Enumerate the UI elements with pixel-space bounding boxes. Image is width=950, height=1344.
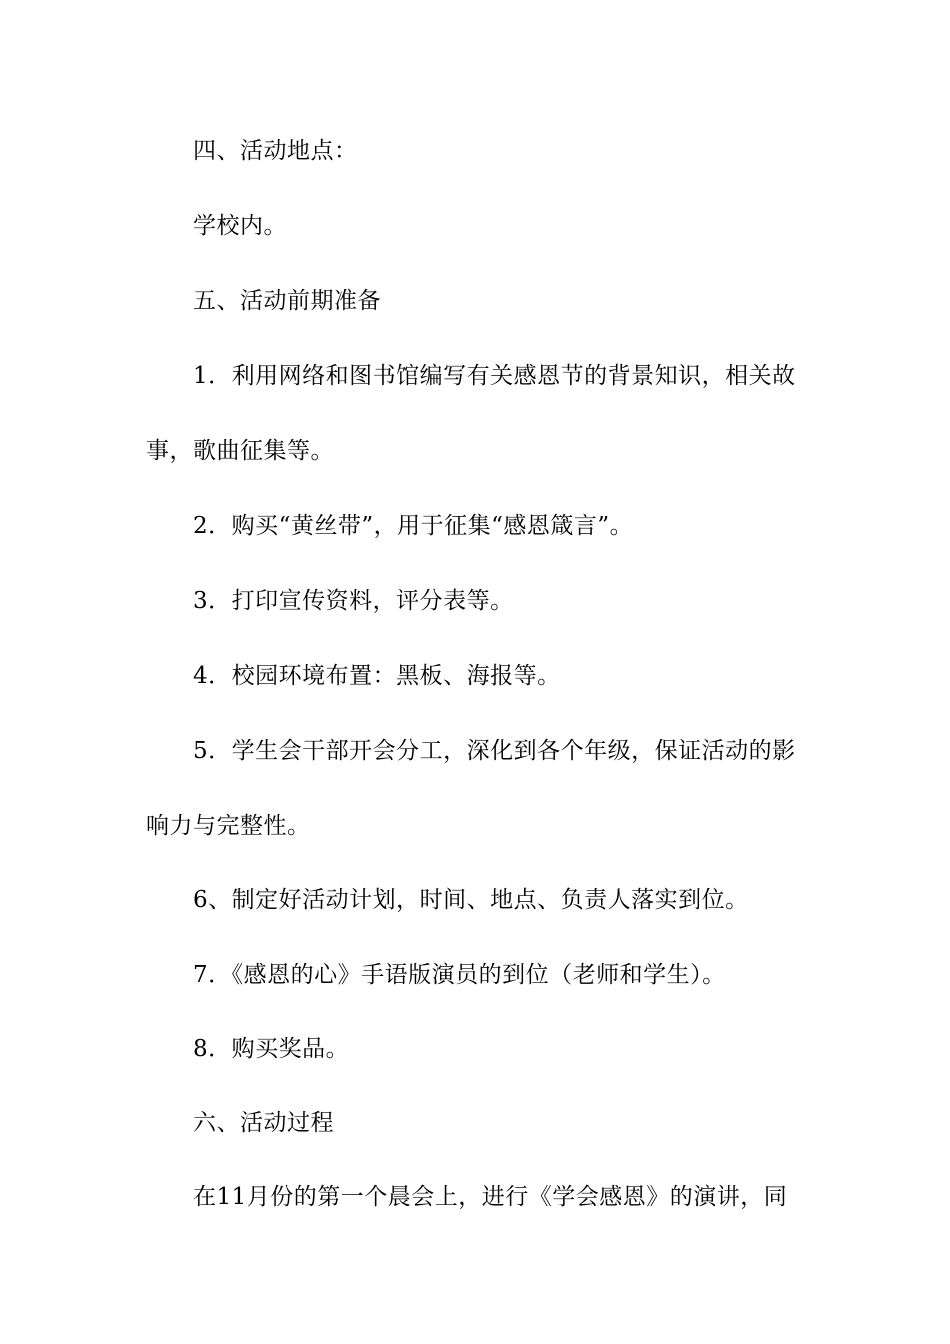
list-item-5-continued: 响力与完整性。 — [146, 813, 311, 839]
list-item-4: 4．校园环境布置：黑板、海报等。 — [193, 663, 561, 689]
section-heading-preparation: 五、活动前期准备 — [193, 288, 381, 314]
list-item-6: 6、制定好活动计划，时间、地点、负责人落实到位。 — [193, 887, 749, 913]
list-item-1: 1．利用网络和图书馆编写有关感恩节的背景知识，相关故 — [193, 363, 796, 389]
paragraph-process: 在11月份的第一个晨会上，进行《学会感恩》的演讲，同 — [193, 1184, 788, 1210]
list-item-7: 7．《感恩的心》手语版演员的到位（老师和学生）。 — [193, 962, 726, 988]
section-heading-process: 六、活动过程 — [193, 1110, 334, 1136]
paragraph-location: 学校内。 — [193, 213, 287, 239]
list-item-3: 3．打印宣传资料，评分表等。 — [193, 588, 514, 614]
section-heading-location: 四、活动地点： — [193, 138, 358, 164]
list-item-1-continued: 事，歌曲征集等。 — [146, 438, 334, 464]
list-item-5: 5．学生会干部开会分工，深化到各个年级，保证活动的影 — [193, 738, 796, 764]
list-item-2: 2．购买“黄丝带”，用于征集“感恩箴言”。 — [193, 513, 634, 539]
list-item-8: 8．购买奖品。 — [193, 1036, 350, 1062]
